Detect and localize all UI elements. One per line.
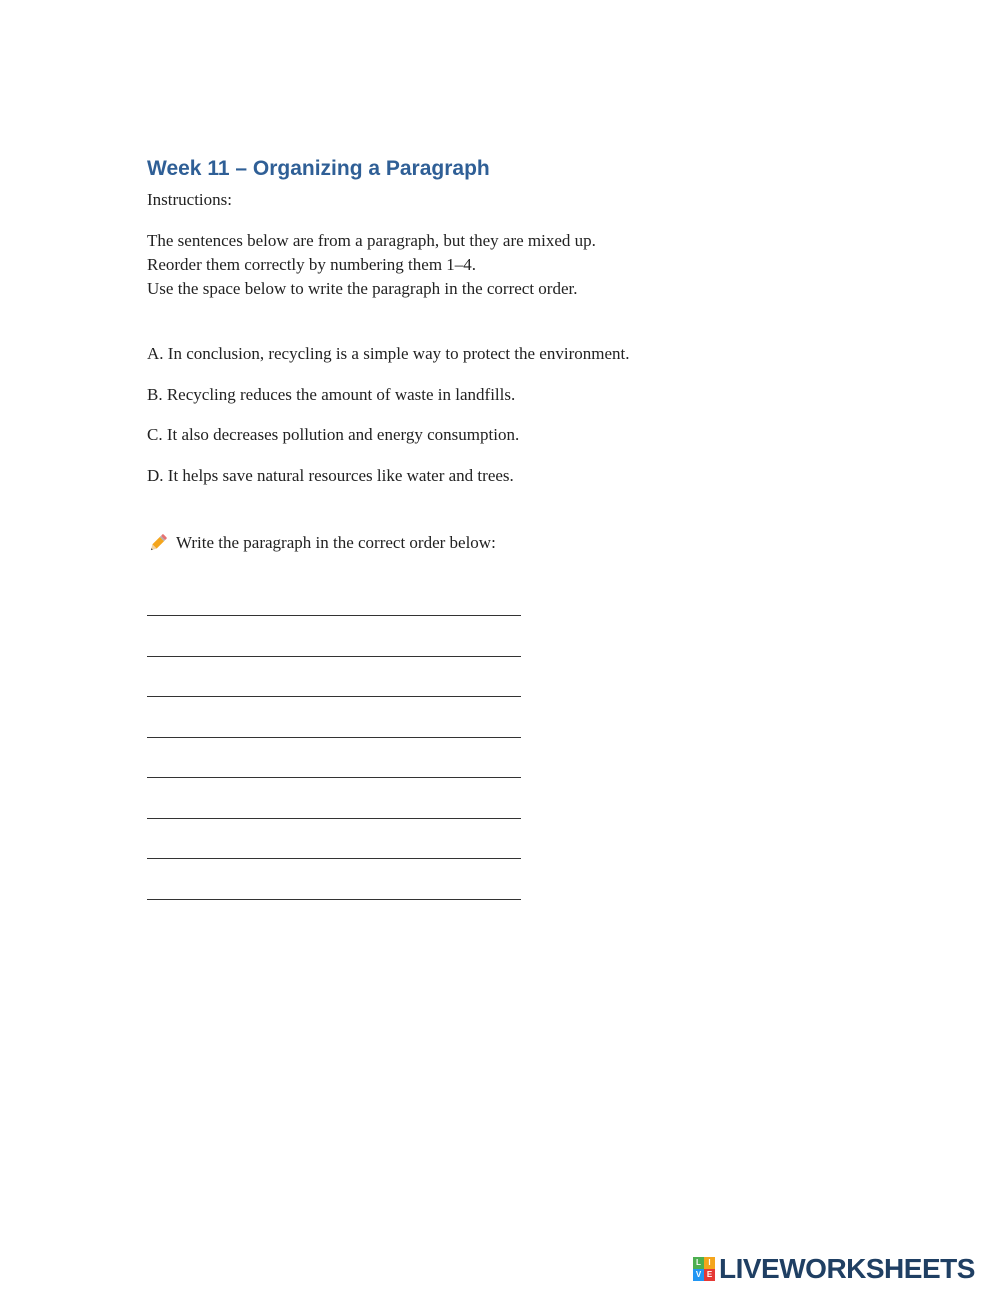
write-prompt [147,531,496,555]
sentence-d: D. It helps save natural resources like water and trees. [147,466,514,485]
instruction-line: Use the space below to write the paragraph in the correct order. [147,279,578,298]
answer-line-7[interactable] [147,858,521,859]
write-prompt-text: Write the paragraph in the correct order below: [176,533,496,552]
sentence-c: C. It also decreases pollution and energy consumption. [147,425,520,444]
answer-line-5[interactable] [147,777,521,778]
answer-line-3[interactable] [147,696,521,697]
answer-line-4[interactable] [147,737,521,738]
liveworksheets-logo [693,1254,975,1284]
page-title: Week 11 – Organizing a Paragraph [147,157,490,180]
logo-text: LIVEWORKSHEETS [719,1253,975,1284]
sentence-a: A. In conclusion, recycling is a simple way to protect the environment. [147,344,630,363]
logo-mark-icon: L I V E [693,1257,715,1281]
instruction-line: The sentences below are from a paragraph, but they are mixed up. [147,231,596,250]
pencil-icon [147,532,169,554]
answer-line-2[interactable] [147,656,521,657]
sentence-b: B. Recycling reduces the amount of waste in landfills. [147,385,516,404]
answer-line-1[interactable] [147,615,521,616]
instruction-line: Reorder them correctly by numbering them 1–4. [147,255,477,274]
instructions-label: Instructions: [147,190,232,209]
answer-line-8[interactable] [147,899,521,900]
answer-line-6[interactable] [147,818,521,819]
